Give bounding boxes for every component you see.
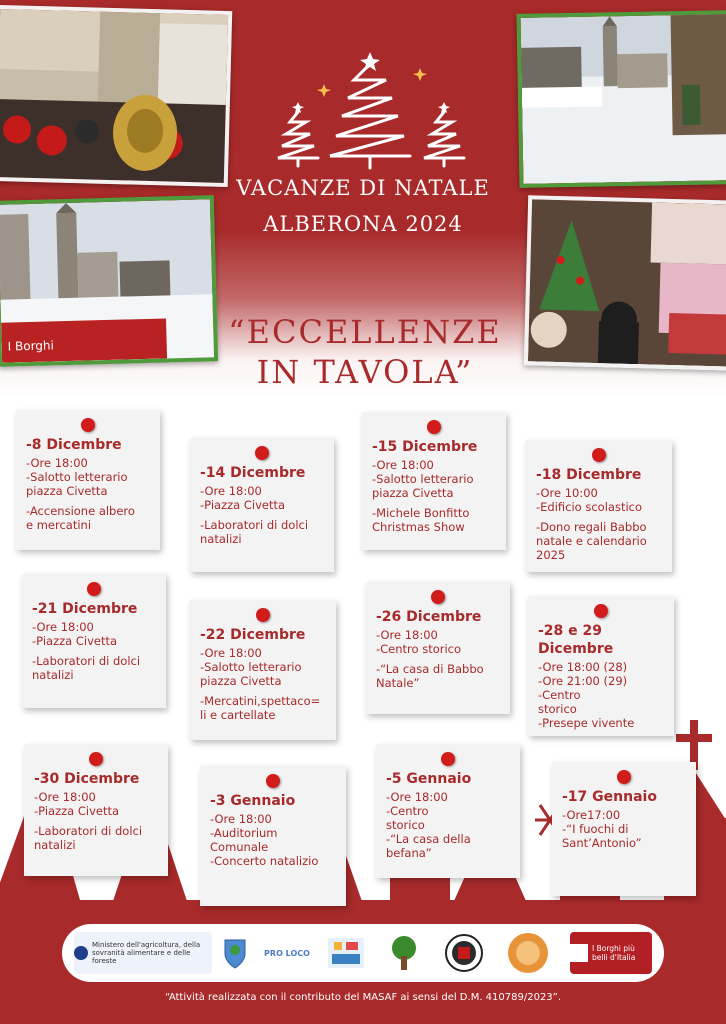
event-detail: -Ore 18:00	[34, 790, 96, 804]
ministry-name: Ministero dell'agricoltura, della sovranità alimentare e delle foreste	[92, 941, 201, 965]
photo-snowy-church	[516, 10, 726, 188]
photo-brass-band	[0, 5, 232, 187]
event-detail: -Laboratori di dolci	[32, 654, 141, 668]
event-date: -22 Dicembre	[200, 627, 306, 643]
event-note	[24, 744, 168, 876]
event-detail: -Ore 18:00	[210, 812, 272, 826]
event-date: -18 Dicembre	[536, 467, 642, 483]
event-detail: Natale”	[376, 676, 420, 690]
event-detail: -Laboratori di dolci	[34, 824, 143, 838]
event-content	[372, 438, 500, 534]
event-detail: -Ore 18:00	[386, 790, 448, 804]
event-note	[528, 596, 674, 736]
event-date: -28 e 29 Dicembre	[538, 623, 614, 657]
pushpin-icon	[81, 418, 95, 432]
title-line1: VACANZE DI NATALE	[236, 176, 490, 200]
event-note	[190, 438, 334, 572]
event-detail: -Salotto letterario	[26, 470, 128, 484]
event-detail: -Ore 18:00	[200, 484, 262, 498]
event-date: -8 Dicembre	[26, 437, 122, 453]
event-date: -3 Gennaio	[210, 793, 296, 809]
proloco-logo: PRO LOCO	[264, 948, 310, 958]
event-detail: natalizi	[34, 838, 76, 852]
headline	[180, 312, 550, 392]
event-detail: -Laboratori di dolci	[200, 518, 309, 532]
event-detail: -Ore 21:00 (29)	[538, 674, 628, 688]
headline-line1: “ECCELLENZE	[228, 313, 502, 351]
event-detail: -Centro storico	[376, 642, 462, 656]
event-note	[366, 582, 510, 714]
pushpin-icon	[87, 582, 101, 596]
event-content	[562, 788, 690, 850]
pushpin-icon	[431, 590, 445, 604]
event-detail: -Ore 18:00	[372, 458, 434, 472]
event-date: -21 Dicembre	[32, 601, 138, 617]
event-note	[362, 412, 506, 550]
emblem-icon	[74, 946, 88, 960]
event-note	[16, 410, 160, 550]
event-content	[34, 770, 162, 852]
event-content	[200, 464, 328, 546]
event-detail: -Ore 18:00	[32, 620, 94, 634]
event-detail: storico	[386, 818, 425, 832]
event-detail: -Mercatini,spettaco=	[200, 694, 321, 708]
event-detail: piazza Civetta	[372, 486, 454, 500]
event-detail: -Michele Bonfitto	[372, 506, 470, 520]
event-detail: -Piazza Civetta	[34, 804, 120, 818]
event-detail: Comunale	[210, 840, 269, 854]
book-logo	[324, 932, 368, 974]
event-detail: li e cartellate	[200, 708, 276, 722]
event-content	[386, 770, 514, 860]
event-detail: -Ore 10:00	[536, 486, 598, 500]
event-detail: -“I fuochi di	[562, 822, 629, 836]
event-note	[22, 574, 166, 708]
event-content	[538, 622, 668, 730]
coat-of-arms-logo	[220, 932, 250, 974]
badge-text: I Borghi	[7, 338, 55, 354]
event-content	[536, 466, 666, 562]
event-detail: -Salotto letterario	[372, 472, 474, 486]
event-content	[32, 600, 160, 682]
event-detail: -Ore17:00	[562, 808, 621, 822]
event-date: -26 Dicembre	[376, 609, 482, 625]
pushpin-icon	[266, 774, 280, 788]
event-detail: -Salotto letterario	[200, 660, 302, 674]
pushpin-icon	[594, 604, 608, 618]
footer-note: “Attività realizzata con il contributo del MASAF ai sensi del D.M. 410789/2023”.	[164, 992, 562, 1003]
event-detail: natalizi	[200, 532, 242, 546]
event-detail: -“La casa della	[386, 832, 471, 846]
event-detail: storico	[538, 702, 577, 716]
pushpin-icon	[441, 752, 455, 766]
event-content	[200, 626, 330, 722]
tower-icon	[570, 944, 588, 962]
circle-emblem-logo	[442, 932, 486, 974]
pushpin-icon	[256, 608, 270, 622]
event-detail: e mercatini	[26, 518, 92, 532]
event-detail: -Ore 18:00 (28)	[538, 660, 628, 674]
event-note	[526, 440, 672, 572]
event-content	[26, 436, 154, 532]
ministry-logo	[74, 932, 212, 974]
event-date: -15 Dicembre	[372, 439, 478, 455]
borghi-logo	[570, 932, 652, 974]
pushpin-icon	[255, 446, 269, 460]
event-detail: -Centro	[538, 688, 581, 702]
orange-badge-logo	[500, 932, 556, 974]
event-detail: -Accensione albero	[26, 504, 135, 518]
event-detail: befana”	[386, 846, 432, 860]
event-detail: -“La casa di Babbo	[376, 662, 484, 676]
event-content	[210, 792, 340, 868]
pushpin-icon	[427, 420, 441, 434]
headline-line2: IN TAVOLA”	[256, 353, 474, 391]
photo-christmas-market	[524, 195, 726, 371]
event-detail: -Centro	[386, 804, 429, 818]
borghi-name: I Borghi più belli d'Italia	[592, 944, 636, 962]
event-detail: piazza Civetta	[200, 674, 282, 688]
event-detail: -Concerto natalizio	[210, 854, 319, 868]
event-detail: -Dono regali Babbo	[536, 520, 647, 534]
event-date: -30 Dicembre	[34, 771, 140, 787]
event-detail: Christmas Show	[372, 520, 465, 534]
event-detail: -Piazza Civetta	[32, 634, 118, 648]
event-note	[200, 766, 346, 906]
event-note	[552, 762, 696, 896]
event-detail: Sant’Antonio”	[562, 836, 642, 850]
event-detail: -Piazza Civetta	[200, 498, 286, 512]
tree-logo	[384, 932, 424, 974]
event-detail: -Edificio scolastico	[536, 500, 643, 514]
pushpin-icon	[617, 770, 631, 784]
event-detail: -Ore 18:00	[376, 628, 438, 642]
christmas-trees-icon	[262, 50, 472, 172]
event-detail: -Ore 18:00	[200, 646, 262, 660]
event-detail: natalizi	[32, 668, 74, 682]
sponsor-logos	[62, 924, 664, 982]
event-content	[376, 608, 504, 690]
event-date: -17 Gennaio	[562, 789, 657, 805]
event-detail: -Ore 18:00	[26, 456, 88, 470]
event-detail: piazza Civetta	[26, 484, 108, 498]
event-detail: -Auditorium	[210, 826, 278, 840]
event-detail: -Presepe vivente	[538, 716, 635, 730]
event-date: -5 Gennaio	[386, 771, 472, 787]
event-note	[376, 744, 520, 878]
event-detail: natale e calendario	[536, 534, 647, 548]
event-date: -14 Dicembre	[200, 465, 306, 481]
pushpin-icon	[592, 448, 606, 462]
pushpin-icon	[89, 752, 103, 766]
event-detail: 2025	[536, 548, 566, 562]
title-line2: ALBERONA 2024	[263, 212, 463, 236]
event-note	[190, 600, 336, 740]
